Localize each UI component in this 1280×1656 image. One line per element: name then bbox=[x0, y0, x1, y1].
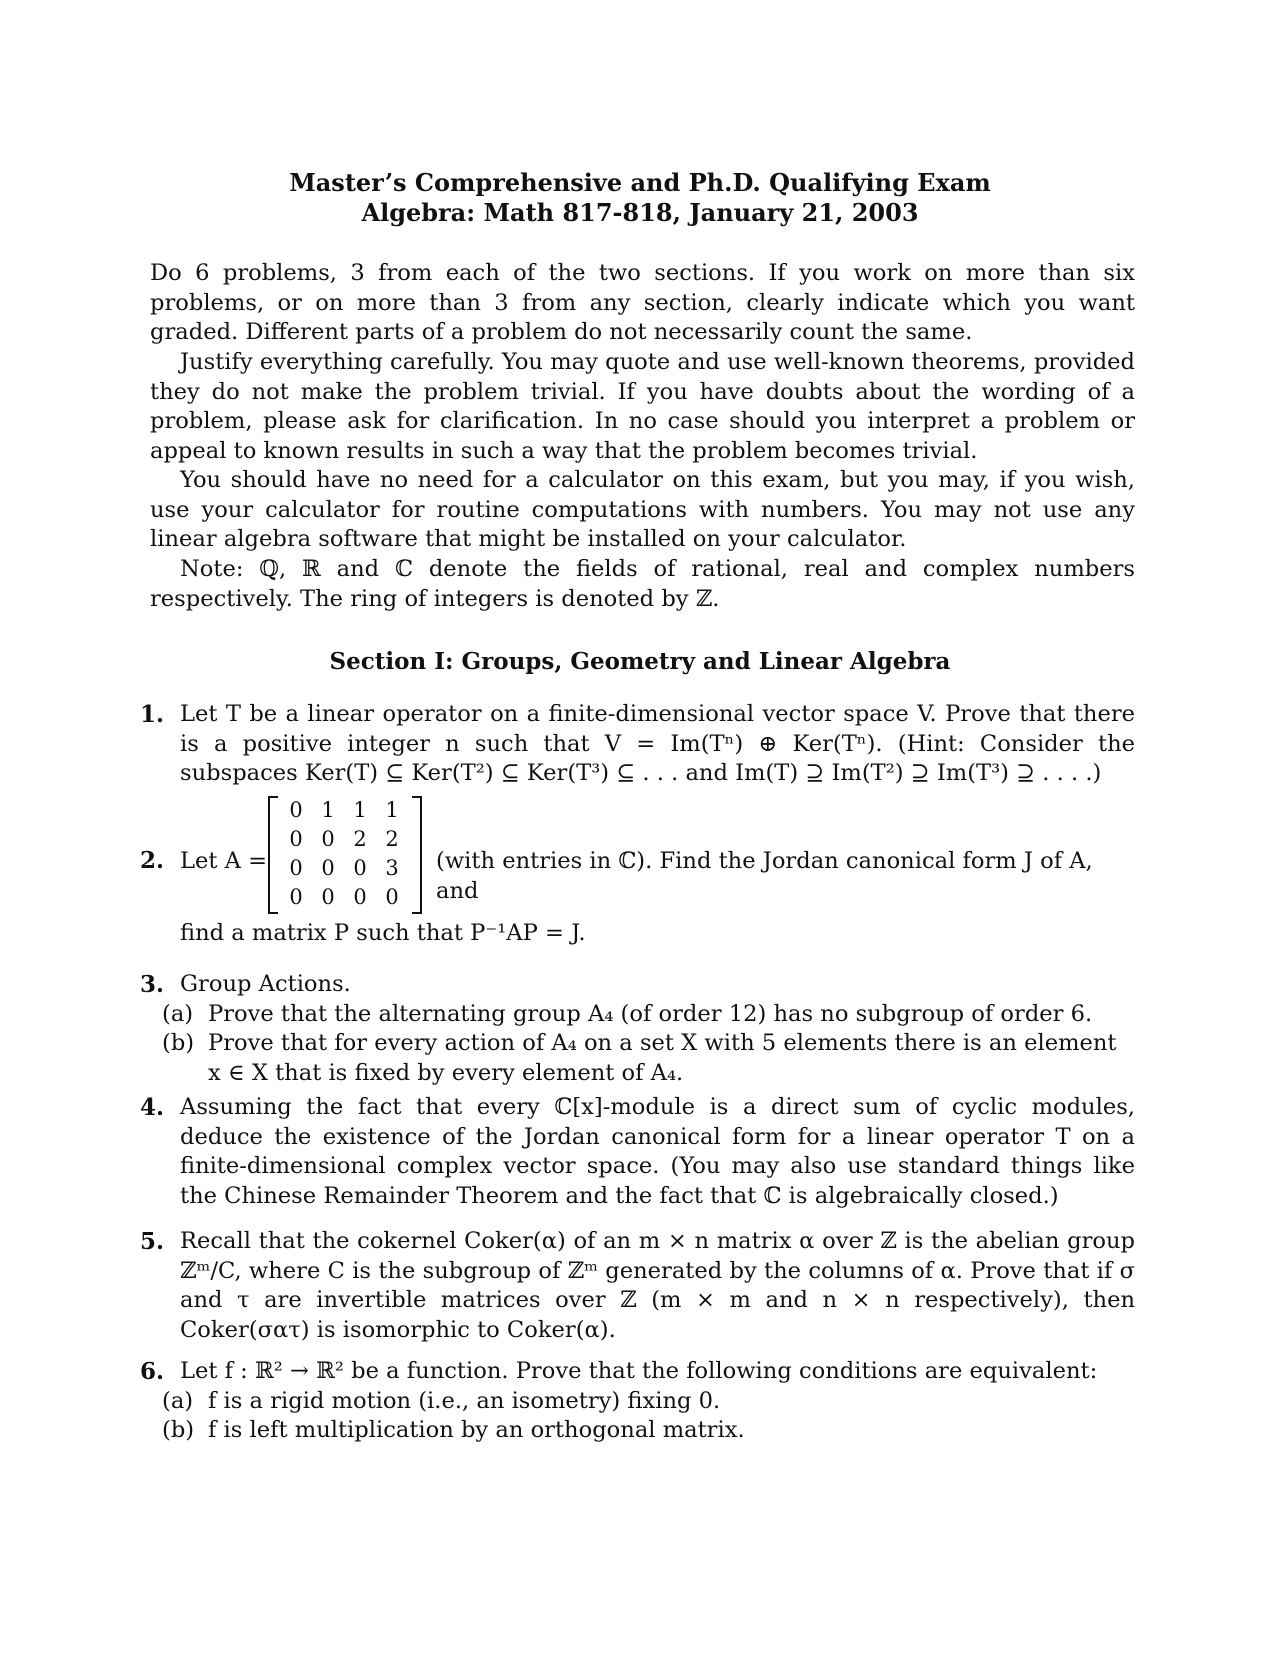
matrix-cell: 0 bbox=[385, 885, 399, 909]
matrix-cell: 0 bbox=[289, 827, 303, 851]
subpart-text: Prove that for every action of A₄ on a set X with 5 elements there is an element x ∈ X that is fixed by every element of A₄. bbox=[208, 1030, 1117, 1086]
problem-text: Let T be a linear operator on a finite-dimensional vector space V. Prove that there is a positive integer n such that V = Im(Tⁿ) ⊕ Ker(Tⁿ). (Hint: Consider the subspaces Ker(T) ⊆ Ker(T²) ⊆ Ker(T³) ⊆ . . . and Im(T) ⊇ Im(T²) ⊇ Im(T³) ⊇ . . . .) bbox=[180, 701, 1135, 787]
problem-number: 5. bbox=[140, 1228, 165, 1255]
matrix-cell: 2 bbox=[353, 827, 367, 851]
instructions-paragraph-3: You should have no need for a calculator on this exam, but you may, if you wish, use your calculator for routine computations with numbers. You may not use any linear algebra software that might be installed on your calculator. bbox=[150, 467, 1135, 553]
subpart-b bbox=[162, 1029, 1135, 1088]
subpart-b bbox=[162, 1416, 1135, 1446]
problem-3 bbox=[140, 970, 1135, 1088]
problem-5 bbox=[140, 1227, 1135, 1345]
matrix-cell: 0 bbox=[353, 885, 367, 909]
matrix-cell: 0 bbox=[321, 827, 335, 851]
matrix-label: Let A = bbox=[180, 848, 268, 874]
subpart-text: f is left multiplication by an orthogonal matrix. bbox=[208, 1417, 745, 1444]
matrix-cell: 2 bbox=[385, 827, 399, 851]
subpart-a bbox=[162, 1000, 1135, 1030]
matrix-cell: 0 bbox=[321, 885, 335, 909]
problem-number: 3. bbox=[140, 971, 165, 998]
subpart-text: f is a rigid motion (i.e., an isometry) fixing 0. bbox=[208, 1387, 721, 1414]
problem-text: Assuming the fact that every ℂ[x]-module is a direct sum of cyclic modules, deduce the existence of the Jordan canonical form for a linear operator T on a finite-dimensional complex vector space. (You may also use standard things like the Chinese Remainder Theorem and the fact that ℂ is algebraically closed.) bbox=[180, 1094, 1135, 1209]
matrix-cell: 1 bbox=[321, 798, 335, 822]
subpart-text: Prove that the alternating group A₄ (of order 12) has no subgroup of order 6. bbox=[208, 1000, 1093, 1027]
problem-number: 1. bbox=[140, 701, 165, 728]
subpart-label: (b) bbox=[162, 1417, 195, 1444]
problem-number: 6. bbox=[140, 1358, 165, 1385]
problem-6 bbox=[140, 1357, 1135, 1446]
matrix-cell: 0 bbox=[289, 885, 303, 909]
exam-title: Master’s Comprehensive and Ph.D. Qualifying Exam bbox=[289, 168, 991, 197]
matrix-cell: 0 bbox=[321, 856, 335, 880]
problem-2 bbox=[140, 796, 1135, 946]
problem-number: 2. bbox=[140, 847, 165, 874]
matrix-cell: 1 bbox=[385, 798, 399, 822]
problem-number: 4. bbox=[140, 1094, 165, 1121]
problem-4 bbox=[140, 1093, 1135, 1211]
subpart-label: (a) bbox=[162, 1387, 194, 1414]
problem-text: Let f : ℝ² → ℝ² be a function. Prove that the following conditions are equivalent: bbox=[180, 1358, 1098, 1384]
matrix-cell: 0 bbox=[289, 856, 303, 880]
exam-subtitle: Algebra: Math 817-818, January 21, 2003 bbox=[361, 198, 919, 227]
matrix-question: find a matrix P such that P⁻¹AP = J. bbox=[180, 920, 586, 946]
section-heading: Section I: Groups, Geometry and Linear Algebra bbox=[329, 648, 951, 675]
instructions-paragraph-2: Justify everything carefully. You may quote and use well-known theorems, provided they do not make the problem trivial. If you have doubts about the wording of a problem, please ask for clarification. In no case should you interpret a problem or appeal to known results in such a way that the problem becomes trivial. bbox=[150, 349, 1135, 464]
matrix-grid bbox=[280, 798, 410, 914]
problem-text: Recall that the cokernel Coker(α) of an m × n matrix α over ℤ is the abelian group ℤᵐ/C, where C is the subgroup of ℤᵐ generated by the columns of α. Prove that if σ and τ are invertible matrices over ℤ (m × m and n × n respectively), then Coker(σατ) is isomorphic to Coker(α). bbox=[180, 1228, 1135, 1343]
problem-1 bbox=[140, 700, 1135, 789]
subpart-a bbox=[162, 1387, 1135, 1417]
subpart-label: (b) bbox=[162, 1030, 195, 1057]
problem-text: Group Actions. bbox=[180, 971, 351, 997]
matrix-a bbox=[268, 796, 422, 914]
instructions-note: Note: ℚ, ℝ and ℂ denote the fields of rational, real and complex numbers respectively. The ring of integers is denoted by ℤ. bbox=[150, 556, 1135, 612]
matrix-cell: 0 bbox=[353, 856, 367, 880]
matrix-cell: 1 bbox=[353, 798, 367, 822]
matrix-cell: 0 bbox=[289, 798, 303, 822]
subpart-label: (a) bbox=[162, 1000, 194, 1027]
instructions-paragraph-1: Do 6 problems, 3 from each of the two sections. If you work on more than six problems, or on more than 3 from any section, clearly indicate which you want graded. Different parts of a problem do not necessarily count the same. bbox=[150, 260, 1135, 346]
matrix-cell: 3 bbox=[385, 856, 399, 880]
matrix-description: (with entries in ℂ). Find the Jordan canonical form J of A, and bbox=[436, 848, 1093, 904]
